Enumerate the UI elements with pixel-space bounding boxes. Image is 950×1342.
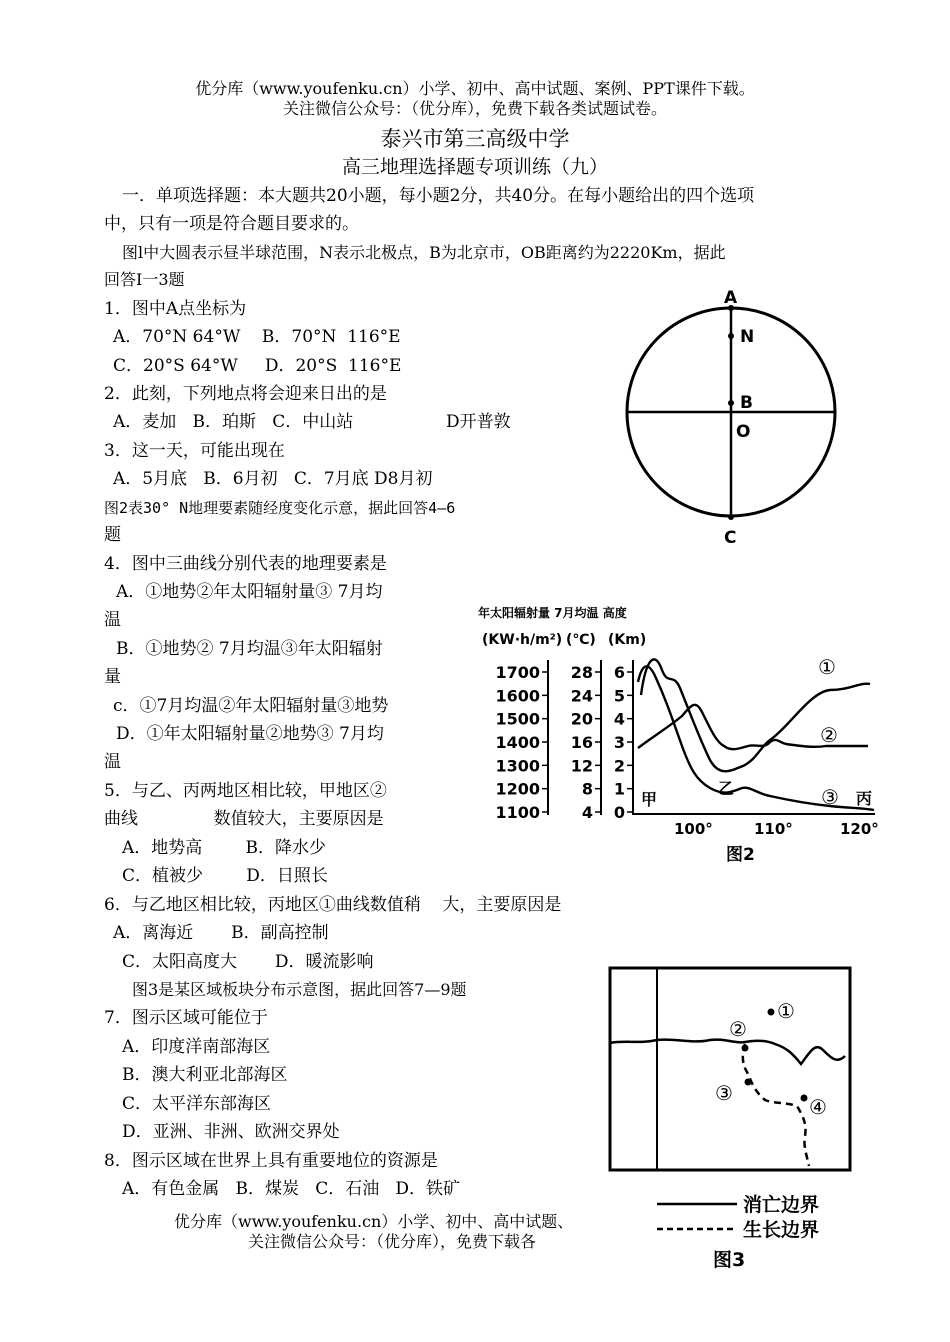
- figure-1-label-o: O: [736, 422, 751, 442]
- instructions-line-1: 一．单项选择题：本大题共20小题，每小题2分，共40分。在每小题给出的四个选项: [122, 186, 755, 206]
- figure-2-y2-tick: 12: [570, 756, 593, 776]
- footer-line-2: 关注微信公众号：（优分库），免费下载各: [248, 1232, 537, 1251]
- figure-2-y3-tick: 1: [613, 779, 625, 799]
- header-line-2: 关注微信公众号：（优分库），免费下载各类试题试卷。: [282, 99, 667, 118]
- figure-3-label-3: ③: [715, 1081, 733, 1105]
- figure-2-y2-tick: 20: [570, 709, 593, 729]
- figure-3-label-2: ②: [729, 1017, 747, 1041]
- figure-3-point-3: [745, 1079, 752, 1086]
- question-7-option-c: C．太平洋东部海区: [122, 1094, 272, 1114]
- figure-2-curve-label-2: ②: [820, 723, 838, 747]
- figure-3-caption: 图3: [713, 1249, 746, 1271]
- figure-2-place-jia: 甲: [641, 790, 658, 809]
- figure-3-legend-dashed: 生长边界: [743, 1219, 820, 1241]
- question-4-option-d: D．①年太阳辐射量②地势③ 7月均: [116, 724, 384, 744]
- figure-2-unit-2: (℃): [566, 632, 596, 648]
- figure-2-x-tick-2: 110°: [754, 820, 793, 838]
- question-4-stem: 4．图中三曲线分别代表的地理要素是: [104, 554, 387, 574]
- question-5-stem-1: 5．与乙、丙两地区相比较，甲地区②: [104, 781, 387, 801]
- figure-3-legend-solid: 消亡边界: [743, 1194, 820, 1216]
- figure-1-label-b: B: [740, 393, 753, 413]
- figure-2-y3-tick: 2: [613, 756, 625, 776]
- figure-3-frame: [610, 968, 850, 1170]
- figure-1-point-b: [728, 400, 734, 406]
- figure-2-y1-tick: 1500: [495, 709, 540, 729]
- figure-2-y2-tick: 8: [581, 779, 593, 799]
- figure-2-curve-label-3: ③: [821, 785, 839, 809]
- figure-1-point-c: [728, 514, 734, 520]
- figure-2-y2-tick: 4: [581, 803, 593, 822]
- figure-2-chart: [470, 600, 890, 870]
- question-4-option-d-cont: 温: [104, 752, 121, 772]
- figure-1-diagram: [610, 285, 850, 555]
- figure-2-place-bing: 丙: [856, 789, 873, 808]
- figure-1-label-a: A: [724, 288, 738, 308]
- question-6-stem: 6．与乙地区相比较，丙地区①曲线数值稍 大，主要原因是: [104, 895, 562, 915]
- figure-2-header: 年太阳辐射量 7月均温 高度: [478, 606, 627, 620]
- figure-3-label-4: ④: [809, 1095, 827, 1119]
- figure-2-y2-tick: 28: [570, 663, 593, 682]
- figure-3-point-4: [801, 1095, 808, 1102]
- figure-3-destructive-boundary: [610, 1040, 845, 1064]
- question-2-options-1: A．麦加 B．珀斯 C．中山站: [113, 412, 354, 432]
- question-4-option-a: A．①地势②年太阳辐射量③ 7月均: [116, 582, 383, 602]
- figure-2-y3-tick: 6: [613, 663, 625, 682]
- question-1-options-2: C．20°S 64°W D．20°S 116°E: [113, 356, 402, 376]
- intro-1-line-1: 图l中大圆表示昼半球范围，N表示北极点，B为北京市，OB距离约为2220Km，据此: [122, 243, 726, 262]
- figure-2-y3-tick: 0: [613, 803, 625, 822]
- question-6-options-1: A．离海近 B．副高控制: [113, 923, 329, 943]
- question-7-option-a: A．印度洋南部海区: [122, 1037, 271, 1057]
- intro-1-line-2: 回答I一3题: [104, 270, 185, 289]
- figure-2-y1-tick: 1600: [495, 686, 540, 706]
- instructions-line-2: 中，只有一项是符合题目要求的。: [104, 214, 359, 234]
- figure-2-y1-tick: 1300: [495, 756, 540, 776]
- question-3-stem: 3．这一天，可能出现在: [104, 441, 285, 461]
- question-4-option-a-cont: 温: [104, 610, 121, 630]
- figure-1-point-n: [728, 333, 734, 339]
- question-8-options: A．有色金属 B．煤炭 C．石油 D．铁矿: [122, 1179, 461, 1199]
- figure-2-y2-tick: 24: [570, 686, 593, 706]
- figure-2-curve-label-1: ①: [818, 655, 836, 679]
- intro-2-line-1: 图2表30° N地理要素随经度变化示意，据此回答4—6: [104, 499, 456, 517]
- question-7-option-d: D．亚洲、非洲、欧洲交界处: [122, 1122, 340, 1142]
- figure-2-place-yi: 乙: [718, 779, 735, 798]
- figure-3-diagram: [605, 960, 865, 1275]
- question-2-options-2: D开普敦: [446, 412, 511, 432]
- page-title: 泰兴市第三高级中学: [380, 127, 570, 151]
- question-4-option-c: c．①7月均温②年太阳辐射量③地势: [113, 696, 389, 716]
- figure-3-point-1: [768, 1009, 775, 1016]
- figure-2-unit-3: (Km): [608, 632, 647, 648]
- question-5-stem-2: 曲线 数值较大，主要原因是: [104, 809, 384, 829]
- figure-2-y3-tick: 5: [613, 686, 625, 706]
- question-7-option-b: B．澳大利亚北部海区: [122, 1065, 288, 1085]
- page-subtitle: 高三地理选择题专项训练（九）: [341, 156, 608, 178]
- question-4-option-b: B．①地势② 7月均温③年太阳辐射: [116, 639, 383, 659]
- figure-2-y1-tick: 1200: [495, 779, 540, 799]
- figure-2-unit-1: (KW·h/m²): [482, 632, 563, 648]
- question-7-stem: 7．图示区域可能位于: [104, 1008, 268, 1028]
- figure-2-y1-tick: 1700: [495, 663, 540, 682]
- question-1-stem: 1．图中A点坐标为: [104, 299, 247, 319]
- figure-2-y1-tick: 1100: [495, 803, 540, 822]
- figure-2-y3-tick: 4: [613, 709, 625, 729]
- question-6-options-2: C．太阳高度大 D．暖流影响: [122, 952, 374, 972]
- figure-2-x-tick-3: 120°: [840, 820, 879, 838]
- figure-2-y1-tick: 1400: [495, 733, 540, 752]
- question-1-options-1: A．70°N 64°W B．70°N 116°E: [113, 327, 401, 347]
- figure-1-label-n: N: [740, 327, 755, 347]
- question-4-option-b-cont: 量: [104, 667, 121, 687]
- intro-2-line-2: 题: [104, 525, 121, 545]
- question-5-options-1: A．地势高 B．降水少: [122, 838, 326, 858]
- figure-1-label-c: C: [724, 528, 737, 548]
- question-8-stem: 8．图示区域在世界上具有重要地位的资源是: [104, 1151, 438, 1171]
- intro-3: 图3是某区域板块分布示意图，据此回答7—9题: [132, 980, 467, 999]
- figure-2-caption: 图2: [726, 845, 755, 865]
- figure-2-y3-tick: 3: [613, 733, 625, 752]
- footer-line-1: 优分库（www.youfenku.cn）小学、初中、高中试题、: [174, 1212, 574, 1231]
- question-5-options-2: C．植被少 D．日照长: [122, 866, 328, 886]
- question-3-options: A．5月底 B．6月初 C．7月底 D8月初: [113, 469, 433, 489]
- figure-2-x-tick-1: 100°: [674, 820, 713, 838]
- figure-2-y2-tick: 16: [570, 733, 593, 752]
- figure-3-label-1: ①: [777, 999, 795, 1023]
- header-line-1: 优分库（www.youfenku.cn）小学、初中、高中试题、案例、PPT课件下载。: [195, 79, 755, 98]
- question-2-stem: 2．此刻，下列地点将会迎来日出的是: [104, 384, 387, 404]
- figure-3-point-2: [742, 1045, 749, 1052]
